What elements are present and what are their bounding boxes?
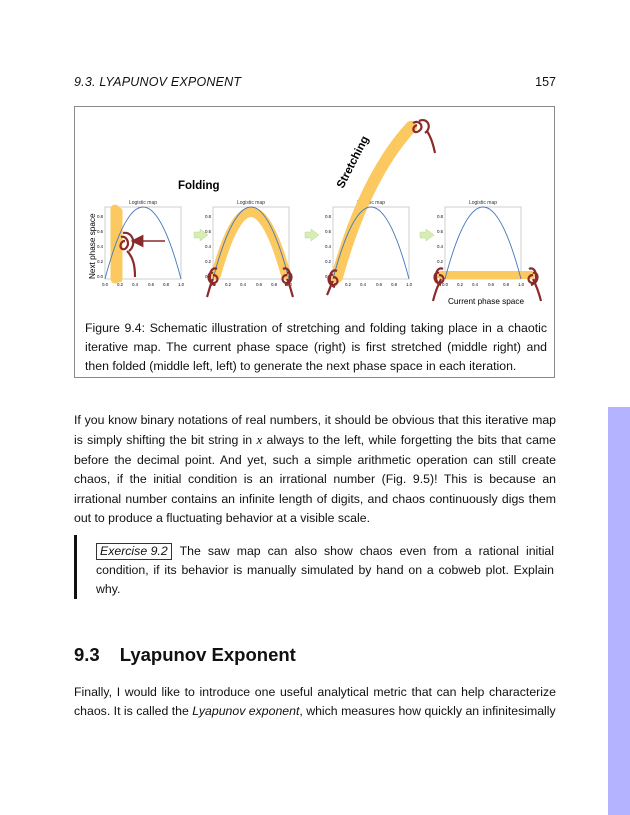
transition-arrow xyxy=(420,229,434,241)
x-tick: 1.0 xyxy=(518,282,524,287)
x-tick: 0.4 xyxy=(472,282,478,287)
exercise-label: Exercise 9.2 xyxy=(96,543,172,560)
y-tick: 0.0 xyxy=(205,274,211,279)
logistic-curve xyxy=(213,207,289,279)
x-tick: 0.2 xyxy=(117,282,123,287)
figure-caption: Figure 9.4: Schematic illustration of stretching and folding taking place in a chaotic iterative map. The current phase space (right) is first stretched (middle right) and then folded (middle left, left) to generate the next phase space in each iteration. xyxy=(85,321,547,373)
x-tick: 0.8 xyxy=(271,282,277,287)
running-head xyxy=(74,75,556,91)
label-stretching: Stretching xyxy=(334,134,372,191)
x-tick: 0.6 xyxy=(376,282,382,287)
figure-9-4 xyxy=(74,106,555,378)
curl xyxy=(427,131,435,153)
curl xyxy=(127,251,135,277)
y-tick: 0.2 xyxy=(325,259,331,264)
x-tick: 0.6 xyxy=(488,282,494,287)
logistic-curve xyxy=(445,207,521,279)
x-tick: 0.2 xyxy=(457,282,463,287)
y-ticks-middle-left xyxy=(205,214,211,279)
y-tick: 0.6 xyxy=(325,229,331,234)
x-tick: 0.4 xyxy=(132,282,138,287)
panel-title: Logistic map xyxy=(128,200,158,206)
y-tick: 0.8 xyxy=(205,214,211,219)
paragraph-text: If you know binary notations of real numbers, it should be obvious that this iterative map is simply shifting the bit string in xyxy=(74,413,556,448)
exercise-text xyxy=(96,542,554,599)
y-ticks-middle-right xyxy=(325,214,331,279)
y-tick: 0.2 xyxy=(97,259,103,264)
x-tick: 0.2 xyxy=(345,282,351,287)
x-tick: 0.0 xyxy=(210,282,216,287)
exercise-body: The saw map can also show chaos even from a rational initial condition, if its behavior is manually simulated by hand on a cobweb plot. Explain why. xyxy=(96,544,554,596)
x-tick: 0.4 xyxy=(360,282,366,287)
paragraph-text: always to the left, while forgetting the bits that came before the decimal point. And yet, such a simple arithmetic operation can still create chaos, if the initial condition is an irrational number (Fig. 9.5)! This is because an irrational number contains an infinite length of digits, and chaos continuously digs them out to produce a fluctuating behavior at a visible scale. xyxy=(74,433,557,526)
x-tick: 0.4 xyxy=(240,282,246,287)
y-ticks-left xyxy=(97,214,103,279)
x-ticks-right xyxy=(442,282,524,287)
y-tick: 0.4 xyxy=(205,244,211,249)
y-tick: 0.6 xyxy=(437,229,443,234)
x-tick: 1.0 xyxy=(406,282,412,287)
folding-band xyxy=(216,212,286,275)
y-tick: 0.6 xyxy=(205,229,211,234)
x-ticks-middle-left xyxy=(210,282,292,287)
section-paragraph xyxy=(74,683,556,722)
section-number: 9.3 xyxy=(74,644,100,665)
x-tick: 0.0 xyxy=(442,282,448,287)
x-tick: 0.0 xyxy=(102,282,108,287)
panel-left xyxy=(97,200,184,287)
x-tick: 0.8 xyxy=(503,282,509,287)
exercise-block xyxy=(74,535,556,599)
x-tick: 1.0 xyxy=(286,282,292,287)
y-tick: 0.2 xyxy=(437,259,443,264)
x-tick: 0.6 xyxy=(148,282,154,287)
x-tick: 0.8 xyxy=(163,282,169,287)
y-tick: 0.4 xyxy=(437,244,443,249)
emphasized-term: Lyapunov exponent xyxy=(192,704,300,719)
x-ticks-middle-right xyxy=(330,282,412,287)
panel-title: Logistic map xyxy=(468,200,498,206)
y-tick: 0.8 xyxy=(325,214,331,219)
y-tick: 0.4 xyxy=(97,244,103,249)
y-tick: 0.4 xyxy=(325,244,331,249)
panel-title: Logistic map xyxy=(356,200,386,206)
math-variable: x xyxy=(256,432,263,448)
y-tick: 0.0 xyxy=(325,274,331,279)
running-head-title: 9.3. LYAPUNOV EXPONENT xyxy=(74,75,242,89)
paragraph-text: Finally, I would like to introduce one useful analytical metric that can help characterize chaos. It is called the xyxy=(74,685,556,719)
figure-illustration xyxy=(75,107,554,312)
x-tick: 0.6 xyxy=(256,282,262,287)
exercise-side-bar xyxy=(74,535,77,599)
y-tick: 0.0 xyxy=(437,274,443,279)
curl xyxy=(413,122,421,132)
label-folding: Folding xyxy=(178,180,220,192)
y-tick: 0.6 xyxy=(97,229,103,234)
y-tick: 0.8 xyxy=(97,214,103,219)
chapter-thumb-tab xyxy=(608,407,630,815)
x-tick: 0.0 xyxy=(330,282,336,287)
x-tick: 1.0 xyxy=(178,282,184,287)
curl xyxy=(533,279,541,301)
label-next-phase-space: Next phase space xyxy=(88,213,97,279)
x-tick: 0.2 xyxy=(225,282,231,287)
y-tick: 0.0 xyxy=(97,274,103,279)
x-tick: 0.8 xyxy=(391,282,397,287)
y-tick: 0.8 xyxy=(437,214,443,219)
body-paragraph xyxy=(74,411,556,528)
section-title: Lyapunov Exponent xyxy=(119,644,296,665)
paragraph-text: , which measures how quickly an infinitesimally xyxy=(299,704,556,719)
panel-title: Logistic map xyxy=(236,200,266,206)
section-heading xyxy=(74,644,556,666)
page-number: 157 xyxy=(535,75,556,89)
y-tick: 0.2 xyxy=(205,259,211,264)
transition-arrow xyxy=(305,229,319,241)
label-current-phase-space: Current phase space xyxy=(448,297,525,306)
